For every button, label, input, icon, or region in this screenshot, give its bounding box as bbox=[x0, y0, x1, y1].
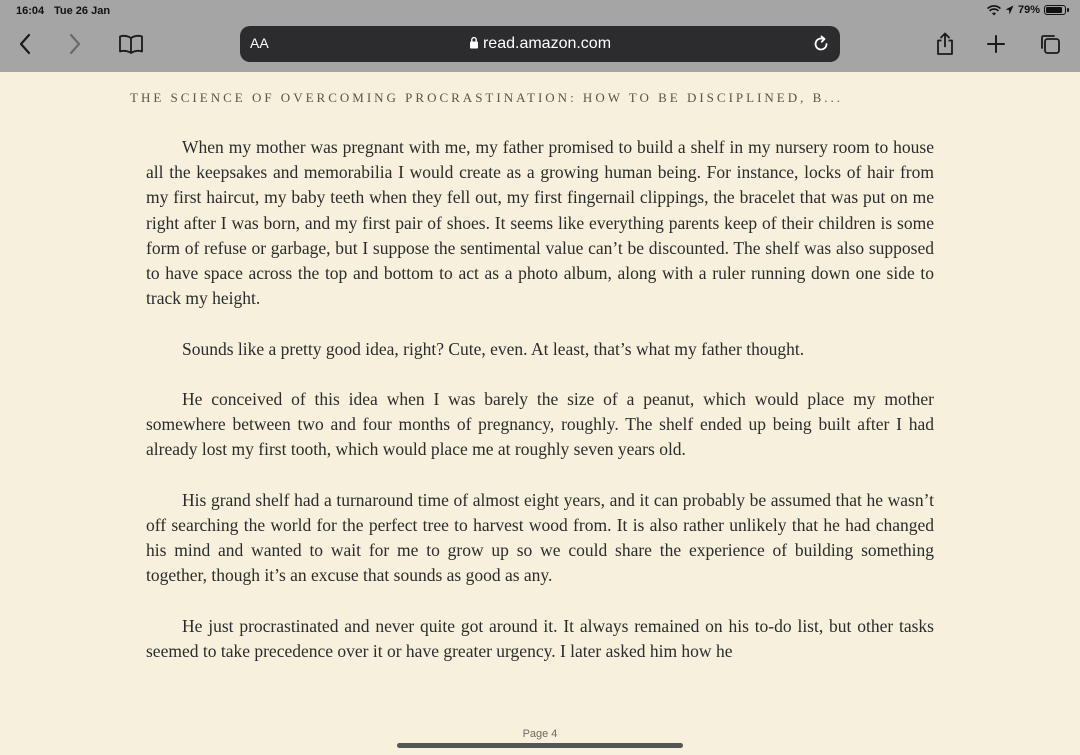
home-indicator[interactable] bbox=[397, 743, 683, 748]
share-button[interactable] bbox=[930, 30, 960, 58]
chevron-right-icon bbox=[68, 33, 82, 55]
back-button[interactable] bbox=[10, 30, 40, 58]
wifi-icon bbox=[987, 5, 1001, 16]
text-size-button[interactable]: AA bbox=[250, 35, 269, 51]
status-date: Tue 26 Jan bbox=[54, 5, 111, 17]
bookmarks-button[interactable] bbox=[116, 30, 146, 58]
chevron-left-icon bbox=[18, 33, 32, 55]
status-bar bbox=[0, 0, 1080, 22]
paragraph: He just procrastinated and never quite got around it. It always remained on his to-do list, but other tasks seemed to take precedence over it or have greater urgency. I later asked him how he bbox=[146, 615, 934, 661]
reading-pane bbox=[146, 135, 934, 689]
url-text: read.amazon.com bbox=[482, 35, 612, 52]
new-tab-button[interactable] bbox=[981, 30, 1011, 58]
paragraph: His grand shelf had a turnaround time of almost eight years, and it can probably be assumed that he wasn’t off searching the world for the perfect tree to harvest wood from. It is also rather unlikely that he had changed his mind and wanted to wait for me to grow up so we could share the experience of building something together, though it’s an excuse that sounds as good as any. bbox=[146, 489, 934, 586]
lock-icon bbox=[469, 36, 479, 49]
share-icon bbox=[935, 32, 955, 56]
location-icon bbox=[1005, 5, 1014, 15]
paragraph: When my mother was pregnant with me, my father promised to build a shelf in my nursery room to house all the keepsakes and memorabilia I would create as a growing human being. For instance, locks of hair from my first haircut, my baby teeth when they fell out, my first fingernail clippings, the bracelet that was put on me right after I was born, and my first pair of shoes. It seems like everything parents keep of their children is some form of refuse or garbage, but I suppose the sentimental value can’t be discounted. The shelf was also supposed to have space across the top and bottom to act as a photo album, along with a ruler running down one side to track my height. bbox=[146, 137, 934, 309]
tabs-button[interactable] bbox=[1035, 30, 1065, 58]
forward-button[interactable] bbox=[60, 30, 90, 58]
battery-percent: 79% bbox=[1017, 4, 1040, 16]
plus-icon bbox=[986, 34, 1006, 54]
tabs-icon bbox=[1039, 33, 1061, 55]
book-icon bbox=[118, 34, 144, 54]
reload-icon[interactable] bbox=[810, 33, 832, 55]
battery-icon bbox=[1044, 5, 1066, 15]
page-number: Page 4 bbox=[522, 728, 558, 740]
status-time: 16:04 bbox=[16, 5, 45, 17]
url-field[interactable] bbox=[240, 35, 840, 53]
paragraph: He conceived of this idea when I was barely the size of a peanut, which would place my mother somewhere between two and four months of pregnancy, roughly. The shelf ended up being built after I had already lost my first tooth, which would place me at roughly seven years old. bbox=[146, 389, 934, 460]
address-bar[interactable] bbox=[240, 26, 840, 62]
book-running-title: THE SCIENCE OF OVERCOMING PROCRASTINATION: HOW TO BE DISCIPLINED, B... bbox=[130, 90, 844, 105]
paragraph: Sounds like a pretty good idea, right? Cute, even. At least, that’s what my father thought. bbox=[182, 338, 805, 359]
status-right bbox=[987, 4, 1066, 16]
